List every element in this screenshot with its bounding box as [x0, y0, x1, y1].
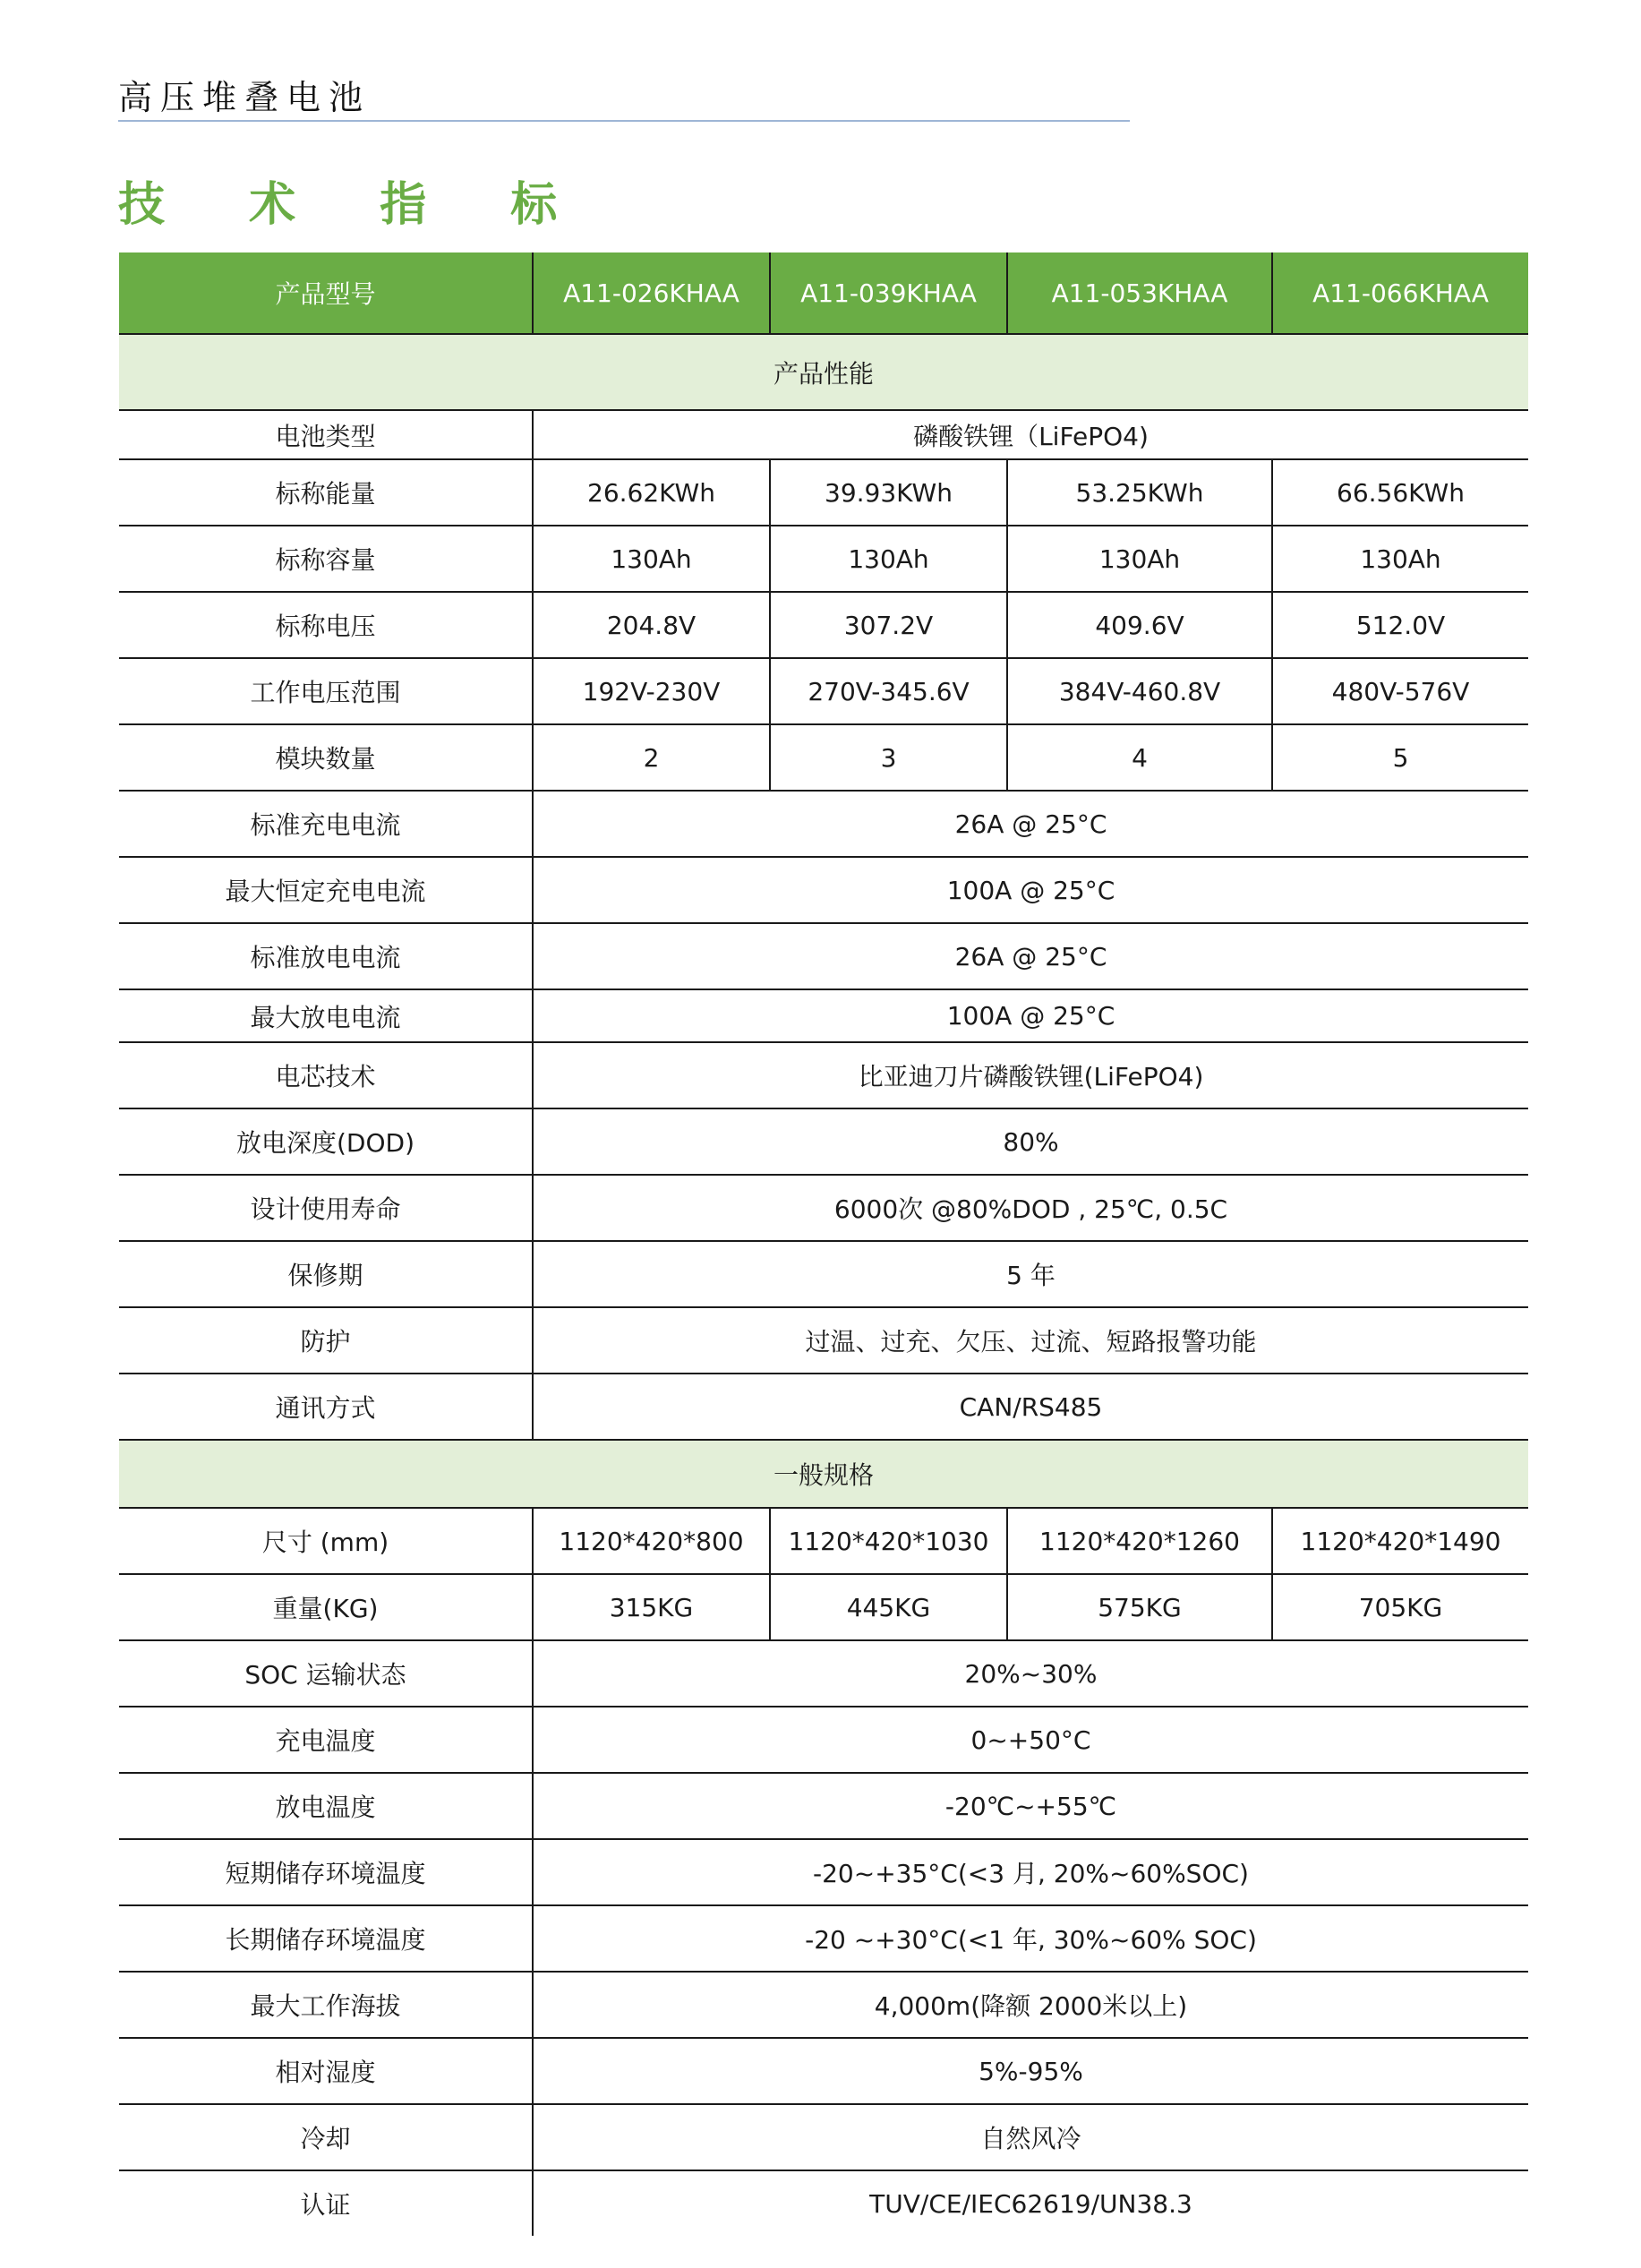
section-header-row: [119, 1440, 1528, 1508]
cell-value: 20%~30%: [533, 1640, 1528, 1707]
cell-value: 53.25KWh: [1007, 459, 1272, 526]
model-name: A11-053KHAA: [1007, 252, 1272, 334]
row-label: 通讯方式: [119, 1374, 533, 1440]
cell-value: 307.2V: [770, 592, 1007, 658]
row-label: 标称电压: [119, 592, 533, 658]
cell-value: 1120*420*1260: [1007, 1508, 1272, 1574]
cell-value: 80%: [533, 1108, 1528, 1175]
table-row: [119, 1241, 1528, 1307]
model-name: A11-039KHAA: [770, 252, 1007, 334]
model-name: A11-026KHAA: [533, 252, 770, 334]
cell-value: 3: [770, 724, 1007, 791]
row-label: 短期储存环境温度: [119, 1839, 533, 1905]
row-label: 冷却: [119, 2104, 533, 2170]
table-row: [119, 410, 1528, 459]
table-row: [119, 2038, 1528, 2104]
table-row: [119, 1508, 1528, 1574]
cell-value: 4: [1007, 724, 1272, 791]
row-label: 标称容量: [119, 526, 533, 592]
table-header-row: [119, 252, 1528, 334]
table-row: [119, 857, 1528, 923]
cell-value: 100A @ 25°C: [533, 857, 1528, 923]
cell-value: 2: [533, 724, 770, 791]
section-header: 产品性能: [119, 334, 1528, 410]
table-row: [119, 1042, 1528, 1108]
table-row: [119, 989, 1528, 1042]
table-row: [119, 1374, 1528, 1440]
cell-value: 270V-345.6V: [770, 658, 1007, 724]
cell-value: 6000次 @80%DOD , 25℃, 0.5C: [533, 1175, 1528, 1241]
row-label: 电芯技术: [119, 1042, 533, 1108]
cell-value: 过温、过充、欠压、过流、短路报警功能: [533, 1307, 1528, 1374]
cell-value: 1120*420*1030: [770, 1508, 1007, 1574]
table-row: [119, 2104, 1528, 2170]
table-row: [119, 1707, 1528, 1773]
table-row: [119, 1839, 1528, 1905]
row-label: 标准充电电流: [119, 791, 533, 857]
cell-value: 512.0V: [1272, 592, 1528, 658]
table-row: [119, 658, 1528, 724]
table-row: [119, 1108, 1528, 1175]
cell-value: 5 年: [533, 1241, 1528, 1307]
row-label: 尺寸 (mm): [119, 1508, 533, 1574]
cell-value: -20~+35°C(<3 月, 20%~60%SOC): [533, 1839, 1528, 1905]
table-row: [119, 1773, 1528, 1839]
cell-value: 1120*420*1490: [1272, 1508, 1528, 1574]
cell-value: 5%-95%: [533, 2038, 1528, 2104]
cell-value: 66.56KWh: [1272, 459, 1528, 526]
row-label: 最大放电电流: [119, 989, 533, 1042]
cell-value: 315KG: [533, 1574, 770, 1640]
cell-value: 575KG: [1007, 1574, 1272, 1640]
cell-value: 130Ah: [770, 526, 1007, 592]
table-row: [119, 923, 1528, 989]
row-label: 模块数量: [119, 724, 533, 791]
row-label: 相对湿度: [119, 2038, 533, 2104]
row-label: 保修期: [119, 1241, 533, 1307]
cell-value: 26A @ 25°C: [533, 791, 1528, 857]
cell-value: 705KG: [1272, 1574, 1528, 1640]
section-header: 一般规格: [119, 1440, 1528, 1508]
cell-value: 比亚迪刀片磷酸铁锂(LiFePO4): [533, 1042, 1528, 1108]
table-row: [119, 1175, 1528, 1241]
table-row: [119, 1905, 1528, 1972]
cell-value: 100A @ 25°C: [533, 989, 1528, 1042]
row-label: 放电温度: [119, 1773, 533, 1839]
row-label: 电池类型: [119, 410, 533, 459]
table-row: [119, 791, 1528, 857]
cell-value: 1120*420*800: [533, 1508, 770, 1574]
cell-value: TUV/CE/IEC62619/UN38.3: [533, 2170, 1528, 2236]
header-divider: [118, 120, 1130, 122]
table-row: [119, 2170, 1528, 2236]
document-header-title: 高压堆叠电池: [118, 78, 372, 117]
row-label: 标准放电电流: [119, 923, 533, 989]
cell-value: 磷酸铁锂（LiFePO4): [533, 410, 1528, 459]
model-name: A11-066KHAA: [1272, 252, 1528, 334]
cell-value: 130Ah: [1272, 526, 1528, 592]
row-label: 放电深度(DOD): [119, 1108, 533, 1175]
row-label: 设计使用寿命: [119, 1175, 533, 1241]
cell-value: 26.62KWh: [533, 459, 770, 526]
row-label: 充电温度: [119, 1707, 533, 1773]
cell-value: 204.8V: [533, 592, 770, 658]
row-label: 最大恒定充电电流: [119, 857, 533, 923]
cell-value: 130Ah: [1007, 526, 1272, 592]
cell-value: 409.6V: [1007, 592, 1272, 658]
cell-value: 26A @ 25°C: [533, 923, 1528, 989]
cell-value: 445KG: [770, 1574, 1007, 1640]
table-row: [119, 459, 1528, 526]
section-header-row: [119, 334, 1528, 410]
cell-value: 192V-230V: [533, 658, 770, 724]
cell-value: 39.93KWh: [770, 459, 1007, 526]
cell-value: CAN/RS485: [533, 1374, 1528, 1440]
table-row: [119, 1574, 1528, 1640]
cell-value: 5: [1272, 724, 1528, 791]
table-row: [119, 1972, 1528, 2038]
cell-value: 0~+50°C: [533, 1707, 1528, 1773]
row-label: 重量(KG): [119, 1574, 533, 1640]
row-label: 最大工作海拔: [119, 1972, 533, 2038]
row-label: 工作电压范围: [119, 658, 533, 724]
cell-value: 480V-576V: [1272, 658, 1528, 724]
row-label: 防护: [119, 1307, 533, 1374]
table-row: [119, 592, 1528, 658]
table-row: [119, 526, 1528, 592]
cell-value: 4,000m(降额 2000米以上): [533, 1972, 1528, 2038]
cell-value: 130Ah: [533, 526, 770, 592]
table-row: [119, 1307, 1528, 1374]
cell-value: 自然风冷: [533, 2104, 1528, 2170]
row-label: 长期储存环境温度: [119, 1905, 533, 1972]
section-title: 技 术 指 标: [118, 178, 592, 232]
cell-value: -20℃~+55℃: [533, 1773, 1528, 1839]
row-label: SOC 运输状态: [119, 1640, 533, 1707]
model-header-label: 产品型号: [119, 252, 533, 334]
table-row: [119, 724, 1528, 791]
cell-value: 384V-460.8V: [1007, 658, 1272, 724]
row-label: 认证: [300, 2190, 351, 2220]
row-label: 标称能量: [119, 459, 533, 526]
spec-table: [119, 252, 1528, 2236]
cell-value: -20 ~+30°C(<1 年, 30%~60% SOC): [533, 1905, 1528, 1972]
table-row: [119, 1640, 1528, 1707]
